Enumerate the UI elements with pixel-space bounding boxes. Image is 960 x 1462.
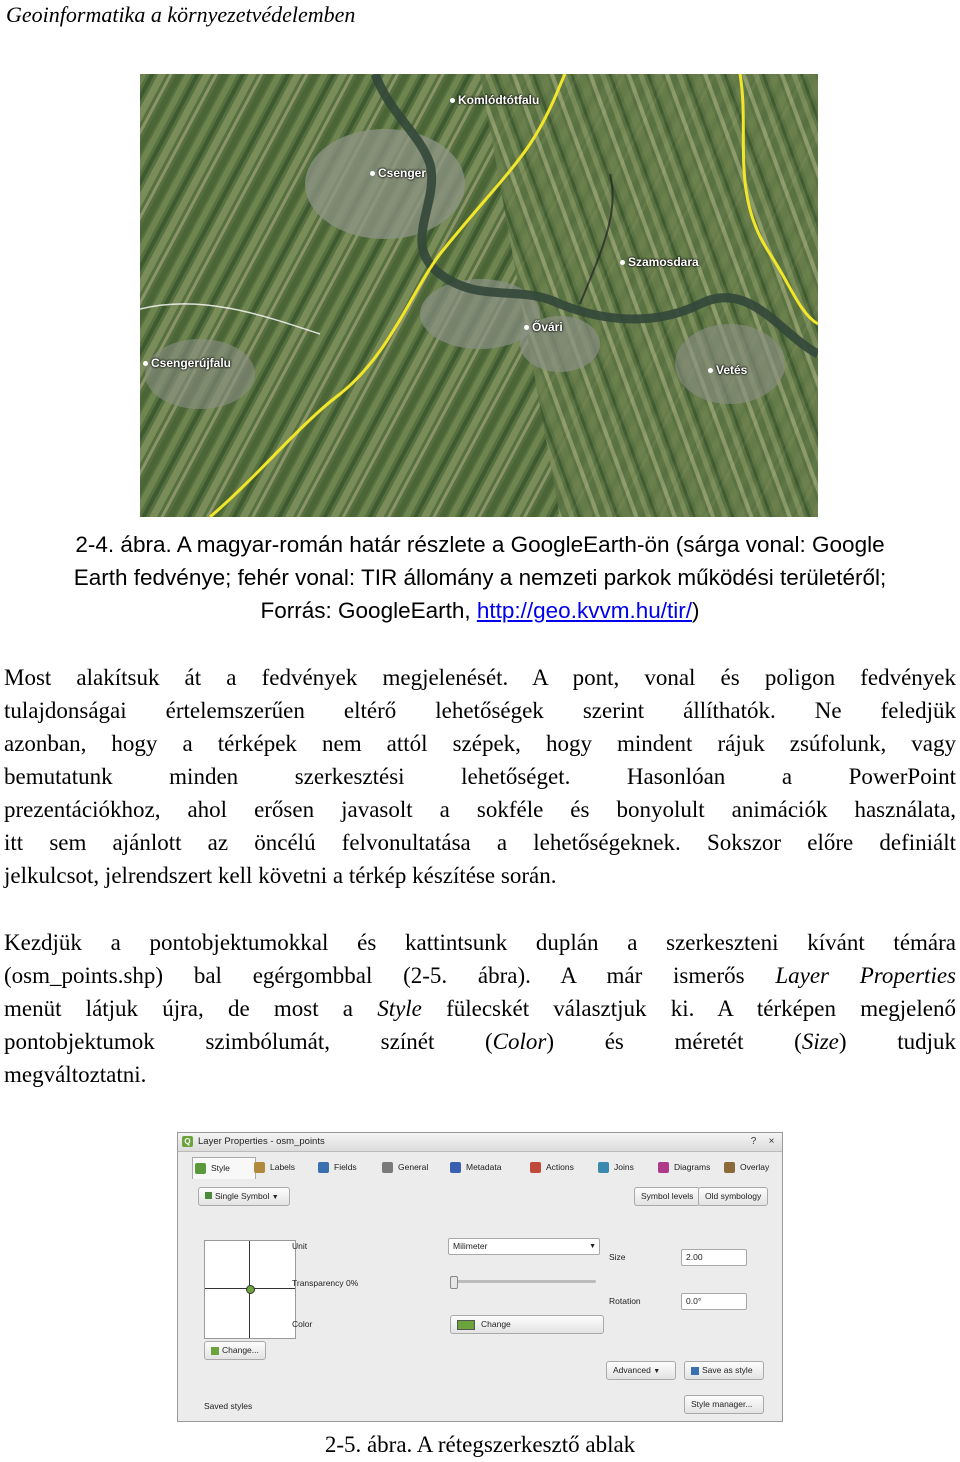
paragraph-line: megváltoztatni. [4, 1062, 147, 1087]
style-manager-button[interactable]: Style manager... [684, 1395, 764, 1414]
body-paragraph-2 [4, 926, 956, 1091]
renderer-value: Single Symbol [215, 1191, 270, 1201]
running-header: Geoinformatika a környezetvédelemben [6, 2, 356, 27]
old-symbology-button[interactable]: Old symbology [698, 1187, 768, 1206]
diagrams-icon [658, 1162, 669, 1173]
labels-icon [254, 1162, 265, 1173]
unit-label: Unit [292, 1241, 308, 1251]
figure-2-5-caption: 2-5. ábra. A rétegszerkesztő ablak [324, 1432, 636, 1457]
layer-properties-dialog [177, 1132, 783, 1422]
transparency-slider[interactable] [450, 1280, 596, 1283]
paragraph-line [4, 992, 956, 1025]
tab-label: Diagrams [674, 1162, 711, 1172]
tab-fields[interactable] [316, 1157, 384, 1178]
paragraph-line: prezentációkhoz, ahol erősen javasolt a sokféle és bonyolult animációk használata, [4, 797, 956, 822]
preview-point-marker [246, 1285, 255, 1294]
rotation-input[interactable] [681, 1293, 747, 1310]
emphasis: Size [801, 1029, 839, 1054]
text: (osm_points.shp) bal egérgombbal (2-5. ábra). A már ismerős [4, 963, 776, 988]
chevron-down-icon: ▼ [653, 1368, 661, 1375]
color-change-button[interactable] [450, 1315, 604, 1334]
tab-label: Metadata [466, 1162, 502, 1172]
single-symbol-icon [205, 1192, 212, 1199]
paragraph-line [4, 1025, 956, 1058]
general-icon [382, 1162, 393, 1173]
text: menüt látjuk újra, de most a [4, 996, 378, 1021]
text: pontobjektumok szimbólumát, színét ( [4, 1029, 493, 1054]
source-link[interactable]: http://geo.kvvm.hu/tir/ [476, 598, 692, 623]
map-label-szamosdara: Szamosdara [620, 255, 699, 269]
tab-style[interactable] [192, 1157, 256, 1179]
tab-metadata[interactable] [448, 1157, 530, 1178]
tab-actions[interactable] [528, 1157, 602, 1178]
dialog-titlebar [178, 1133, 782, 1152]
caption-text: Forrás: GoogleEarth, [260, 598, 477, 623]
tab-label: Actions [546, 1162, 574, 1172]
rotation-label: Rotation [609, 1296, 641, 1306]
joins-icon [598, 1162, 609, 1173]
caption-line [0, 594, 960, 627]
tab-labels[interactable] [252, 1157, 320, 1178]
tab-label: General [398, 1162, 429, 1172]
caption-text: ) [691, 598, 700, 623]
paragraph-line: tulajdonságai értelemszerűen eltérő lehetőségek szerint állíthatók. Ne feledjük [4, 698, 956, 723]
overlay-icon [724, 1162, 735, 1173]
tab-label: Labels [270, 1162, 296, 1172]
symbol-change-button[interactable] [204, 1341, 266, 1360]
tab-joins[interactable] [596, 1157, 660, 1178]
tab-label: Style [211, 1163, 230, 1173]
tab-label: Joins [614, 1162, 634, 1172]
chevron-down-icon: ▼ [589, 1243, 596, 1250]
rotation-value: 0.0° [686, 1296, 702, 1306]
map-label-komlodtotfalu: Komlódtótfalu [450, 93, 539, 107]
button-label: Change... [222, 1345, 259, 1355]
tab-label: Overlay [740, 1162, 770, 1172]
text: ) és méretét ( [546, 1029, 802, 1054]
button-label: Change [481, 1319, 511, 1329]
emphasis: Style [377, 996, 422, 1021]
close-button[interactable]: × [768, 1136, 775, 1147]
tab-label: Fields [334, 1162, 357, 1172]
qgis-icon: Q [182, 1136, 193, 1147]
caption-line: 2-4. ábra. A magyar-román határ részlete a GoogleEarth-ön (sárga vonal: Google [75, 532, 885, 557]
unit-value: Milimeter [453, 1241, 488, 1251]
text: ) tudjuk [838, 1029, 956, 1054]
metadata-icon [450, 1162, 461, 1173]
button-label: Save as style [702, 1365, 753, 1375]
paragraph-line: itt sem ajánlott az öncélú felvonultatása a lehetőségeknek. Sokszor előre definiált [4, 830, 956, 855]
color-swatch [457, 1320, 475, 1330]
map-graphic [140, 74, 818, 517]
size-label: Size [609, 1252, 626, 1262]
body-paragraph-1 [4, 661, 956, 892]
chevron-down-icon: ▼ [271, 1194, 279, 1201]
figure-2-4-caption [0, 528, 960, 627]
unit-select[interactable] [448, 1238, 600, 1255]
map-label-vetes: Vetés [708, 363, 747, 377]
text: fülecskét választjuk ki. A térképen megjelenő [421, 996, 956, 1021]
actions-icon [530, 1162, 541, 1173]
map-label-csengerujfalu: Csengerújfalu [143, 356, 231, 370]
button-label: Advanced [613, 1365, 651, 1375]
dialog-title: Layer Properties - osm_points [198, 1136, 325, 1147]
paragraph-line: bemutatunk minden szerkesztési lehetőséget. Hasonlóan a PowerPoint [4, 764, 956, 789]
size-value: 2.00 [686, 1252, 703, 1262]
satellite-map-image [140, 74, 818, 517]
saved-styles-label: Saved styles [204, 1401, 253, 1411]
tab-general[interactable] [380, 1157, 454, 1178]
fields-icon [318, 1162, 329, 1173]
map-label-csenger: Csenger [370, 166, 426, 180]
save-icon [691, 1367, 699, 1375]
style-icon [195, 1163, 206, 1174]
transparency-label: Transparency 0% [292, 1278, 359, 1288]
tab-overlay[interactable] [722, 1157, 796, 1178]
advanced-button[interactable] [606, 1361, 676, 1380]
size-input[interactable] [681, 1249, 747, 1266]
paragraph-line [4, 959, 956, 992]
slider-handle[interactable] [450, 1276, 458, 1289]
color-label: Color [292, 1319, 313, 1329]
emphasis: Layer Properties [775, 963, 956, 988]
layer-icon [211, 1347, 219, 1355]
save-as-style-button[interactable] [684, 1361, 764, 1380]
paragraph-line: jelkulcsot, jelrendszert kell követni a térkép készítése során. [4, 863, 557, 888]
paragraph-line: Most alakítsuk át a fedvények megjelenését. A pont, vonal és poligon fedvények [4, 665, 956, 690]
symbol-levels-button[interactable]: Symbol levels [634, 1187, 700, 1206]
paragraph-line: Kezdjük a pontobjektumokkal és kattintsunk duplán a szerkeszteni kívánt témára [4, 930, 956, 955]
paragraph-line: azonban, hogy a térképek nem attól szépek, hogy mindent rájuk zsúfolunk, vagy [4, 731, 956, 756]
renderer-select[interactable] [198, 1187, 290, 1206]
map-label-ovari: Ővári [524, 320, 563, 334]
caption-line: Earth fedvénye; fehér vonal: TIR állomány a nemzeti parkok működési területéről; [73, 565, 887, 590]
emphasis: Color [492, 1029, 547, 1054]
symbol-preview [204, 1240, 296, 1339]
help-button[interactable]: ? [750, 1136, 757, 1147]
